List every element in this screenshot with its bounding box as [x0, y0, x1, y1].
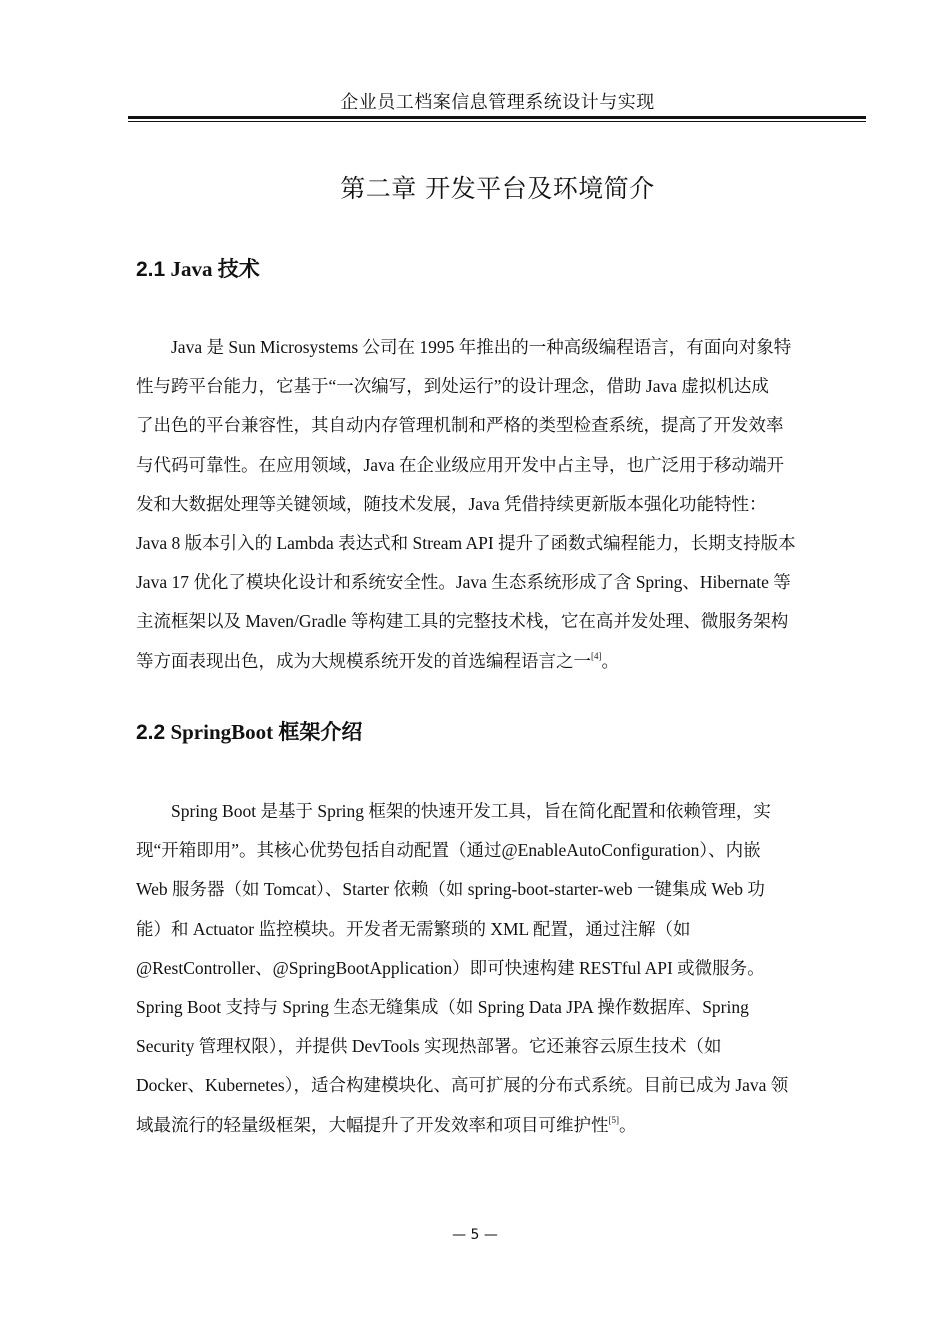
paragraph-line: 发和大数据处理等关键领域，随技术发展，Java 凭借持续更新版本强化功能特性：	[136, 493, 767, 514]
paragraph-line: Java 是 Sun Microsystems 公司在 1995 年推出的一种高级编程语言，有面向对象特	[136, 337, 792, 357]
section-heading-2-1	[136, 255, 260, 284]
paragraph-line: Java 17 优化了模块化设计和系统安全性。Java 生态系统形成了含 Spring、Hibernate 等	[136, 572, 791, 593]
section-title: SpringBoot 框架介绍	[170, 720, 363, 744]
header-rule-thin	[128, 121, 866, 122]
paragraph-text: 域最流行的轻量级框架，大幅提升了开发效率和项目可维护性	[136, 1114, 609, 1135]
citation-ref: [4]	[591, 650, 602, 661]
paragraph-line: 与代码可靠性。在应用领域，Java 在企业级应用开发中占主导，也广泛用于移动端开	[136, 454, 784, 475]
end-punct: 。	[601, 650, 619, 671]
citation-ref: [5]	[608, 1114, 619, 1125]
paragraph-springboot	[136, 792, 788, 1145]
section-title: Java 技术	[170, 257, 260, 281]
paragraph-line-last	[136, 642, 796, 681]
section-heading-2-2	[136, 718, 362, 747]
paragraph-line: Spring Boot 支持与 Spring 生态无缝集成（如 Spring Data JPA 操作数据库、Spring	[136, 996, 749, 1017]
header-rule-thick	[128, 116, 866, 119]
chapter-title: 第二章 开发平台及环境简介	[340, 174, 655, 203]
section-number: 2.2	[136, 721, 166, 744]
paragraph-line: Docker、Kubernetes），适合构建模块化、高可扩展的分布式系统。目前已成为 Java 领	[136, 1075, 789, 1096]
section-number: 2.1	[136, 258, 166, 281]
running-header: 企业员工档案信息管理系统设计与实现	[340, 92, 655, 112]
paragraph-line: Spring Boot 是基于 Spring 框架的快速开发工具，旨在简化配置和依赖管理，实	[136, 801, 771, 821]
paragraph-line: 现“开箱即用”。其核心优势包括自动配置（通过@EnableAutoConfiguration）、内嵌	[136, 840, 761, 861]
paragraph-line: @RestController、@SpringBootApplication）即可快速构建 RESTful API 或微服务。	[136, 957, 765, 978]
paragraph-line: Java 8 版本引入的 Lambda 表达式和 Stream API 提升了函数式编程能力，长期支持版本	[136, 532, 796, 553]
paragraph-java	[136, 328, 796, 681]
paragraph-line: 主流框架以及 Maven/Gradle 等构建工具的完整技术栈，它在高并发处理、微服务架构	[136, 611, 789, 632]
end-punct: 。	[619, 1114, 637, 1135]
paragraph-text: 等方面表现出色，成为大规模系统开发的首选编程语言之一	[136, 650, 591, 671]
paragraph-line: 性与跨平台能力，它基于“一次编写，到处运行”的设计理念，借助 Java 虚拟机达成	[136, 376, 769, 397]
paragraph-line: Security 管理权限），并提供 DevTools 实现热部署。它还兼容云原生技术（如	[136, 1036, 722, 1057]
page-number: — 5 —	[452, 1227, 498, 1243]
paragraph-line: 了出色的平台兼容性，其自动内存管理机制和严格的类型检查系统，提高了开发效率	[136, 415, 784, 436]
paragraph-line-last	[136, 1106, 788, 1145]
paragraph-line: Web 服务器（如 Tomcat）、Starter 依赖（如 spring-boot-starter-web 一键集成 Web 功	[136, 879, 765, 900]
paragraph-line: 能）和 Actuator 监控模块。开发者无需繁琐的 XML 配置，通过注解（如	[136, 918, 691, 939]
